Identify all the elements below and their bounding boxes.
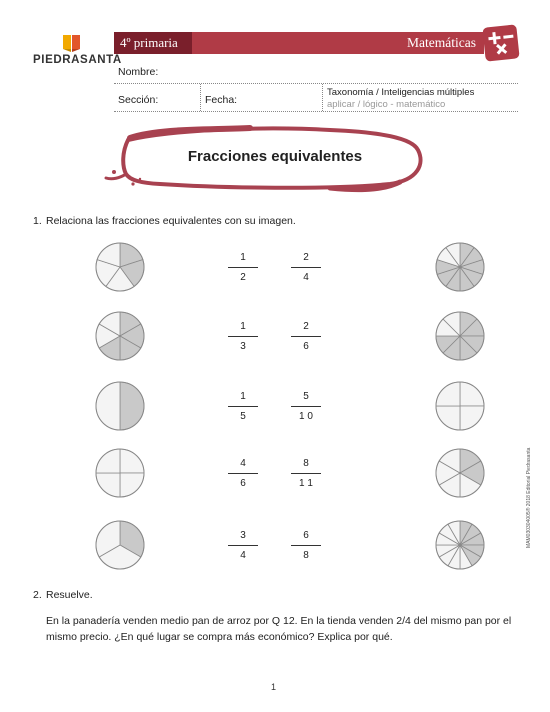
fraction-circle-right-5[interactable] — [434, 519, 486, 571]
numerator: 2 — [303, 252, 309, 263]
numerator: 3 — [240, 530, 246, 541]
fraction-bar — [291, 545, 321, 546]
question-1-text: Relaciona las fracciones equivalentes con su imagen. — [46, 215, 296, 227]
fraction-left-1 — [228, 252, 258, 284]
question-2-paragraph: En la panadería venden medio pan de arroz por Q 12. En la tienda venden 2/4 del mismo pan por el mismo precio. ¿En qué lugar se compra más económico? Explica por qué. — [46, 615, 512, 643]
fraction-left-4 — [228, 458, 258, 490]
fraction-circle-right-4[interactable] — [434, 447, 486, 499]
fecha-label: Fecha: — [205, 94, 238, 106]
numerator: 6 — [303, 530, 309, 541]
numerator: 1 — [240, 252, 246, 263]
question-2-text: Resuelve. — [46, 589, 93, 601]
fraction-right-3 — [291, 391, 321, 423]
fraction-circle-left-1[interactable] — [94, 241, 146, 293]
circle-slice — [96, 382, 120, 430]
denominator: 2 — [240, 272, 246, 283]
nombre-label: Nombre: — [118, 66, 159, 78]
numerator: 1 — [240, 321, 246, 332]
nombre-line[interactable] — [114, 83, 518, 84]
fraction-right-2 — [291, 321, 321, 353]
page-number: 1 — [271, 682, 277, 692]
fraction-circle-left-2[interactable] — [94, 310, 146, 362]
fraction-left-3 — [228, 391, 258, 423]
denominator: 1 1 — [299, 478, 313, 489]
numerator: 2 — [303, 321, 309, 332]
brand-logo-text: PIEDRASANTA — [33, 54, 122, 66]
fraction-right-1 — [291, 252, 321, 284]
fraction-circle-right-3[interactable] — [434, 380, 486, 432]
denominator: 6 — [303, 341, 309, 352]
fraction-bar — [228, 267, 258, 268]
denominator: 4 — [303, 272, 309, 283]
fraction-bar — [228, 545, 258, 546]
numerator: 8 — [303, 458, 309, 469]
fraction-bar — [228, 406, 258, 407]
subject-badge — [482, 24, 519, 61]
taxonomy-label: Taxonomía / Inteligencias múltiples — [327, 87, 475, 98]
question-2-number: 2. — [33, 589, 42, 601]
fraction-left-5 — [228, 530, 258, 562]
numerator: 5 — [303, 391, 309, 402]
fraction-bar — [291, 406, 321, 407]
fraction-circle-right-2[interactable] — [434, 310, 486, 362]
denominator: 4 — [240, 550, 246, 561]
fraction-left-2 — [228, 321, 258, 353]
separator — [322, 84, 323, 111]
page-title: Fracciones equivalentes — [187, 148, 363, 165]
question-1-number: 1. — [33, 215, 42, 227]
numerator: 1 — [240, 391, 246, 402]
fraction-bar — [291, 267, 321, 268]
fraction-bar — [291, 473, 321, 474]
seccion-line[interactable] — [114, 111, 518, 112]
subject-label: Matemáticas — [407, 35, 476, 50]
taxonomy-value: aplicar / lógico - matemático — [327, 99, 446, 110]
fraction-right-4 — [291, 458, 321, 490]
book-logo-icon — [62, 34, 82, 54]
fraction-bar — [228, 473, 258, 474]
fraction-circle-left-3[interactable] — [94, 380, 146, 432]
denominator: 6 — [240, 478, 246, 489]
fraction-bar — [228, 336, 258, 337]
fraction-right-5 — [291, 530, 321, 562]
fraction-circle-right-1[interactable] — [434, 241, 486, 293]
header-band — [114, 32, 484, 54]
denominator: 1 0 — [299, 411, 313, 422]
fraction-circle-left-5[interactable] — [94, 519, 146, 571]
fraction-circle-left-4[interactable] — [94, 447, 146, 499]
separator — [200, 84, 201, 111]
denominator: 5 — [240, 411, 246, 422]
grade-label: 4º primaria — [114, 32, 192, 54]
denominator: 8 — [303, 550, 309, 561]
seccion-label: Sección: — [118, 94, 159, 106]
denominator: 3 — [240, 341, 246, 352]
circle-slice — [120, 382, 144, 430]
fraction-bar — [291, 336, 321, 337]
plus-minus-times-icon — [482, 24, 519, 61]
copyright-note: MAM030304005® 2018 Editorial Piedrasanta — [526, 447, 532, 548]
numerator: 4 — [240, 458, 246, 469]
